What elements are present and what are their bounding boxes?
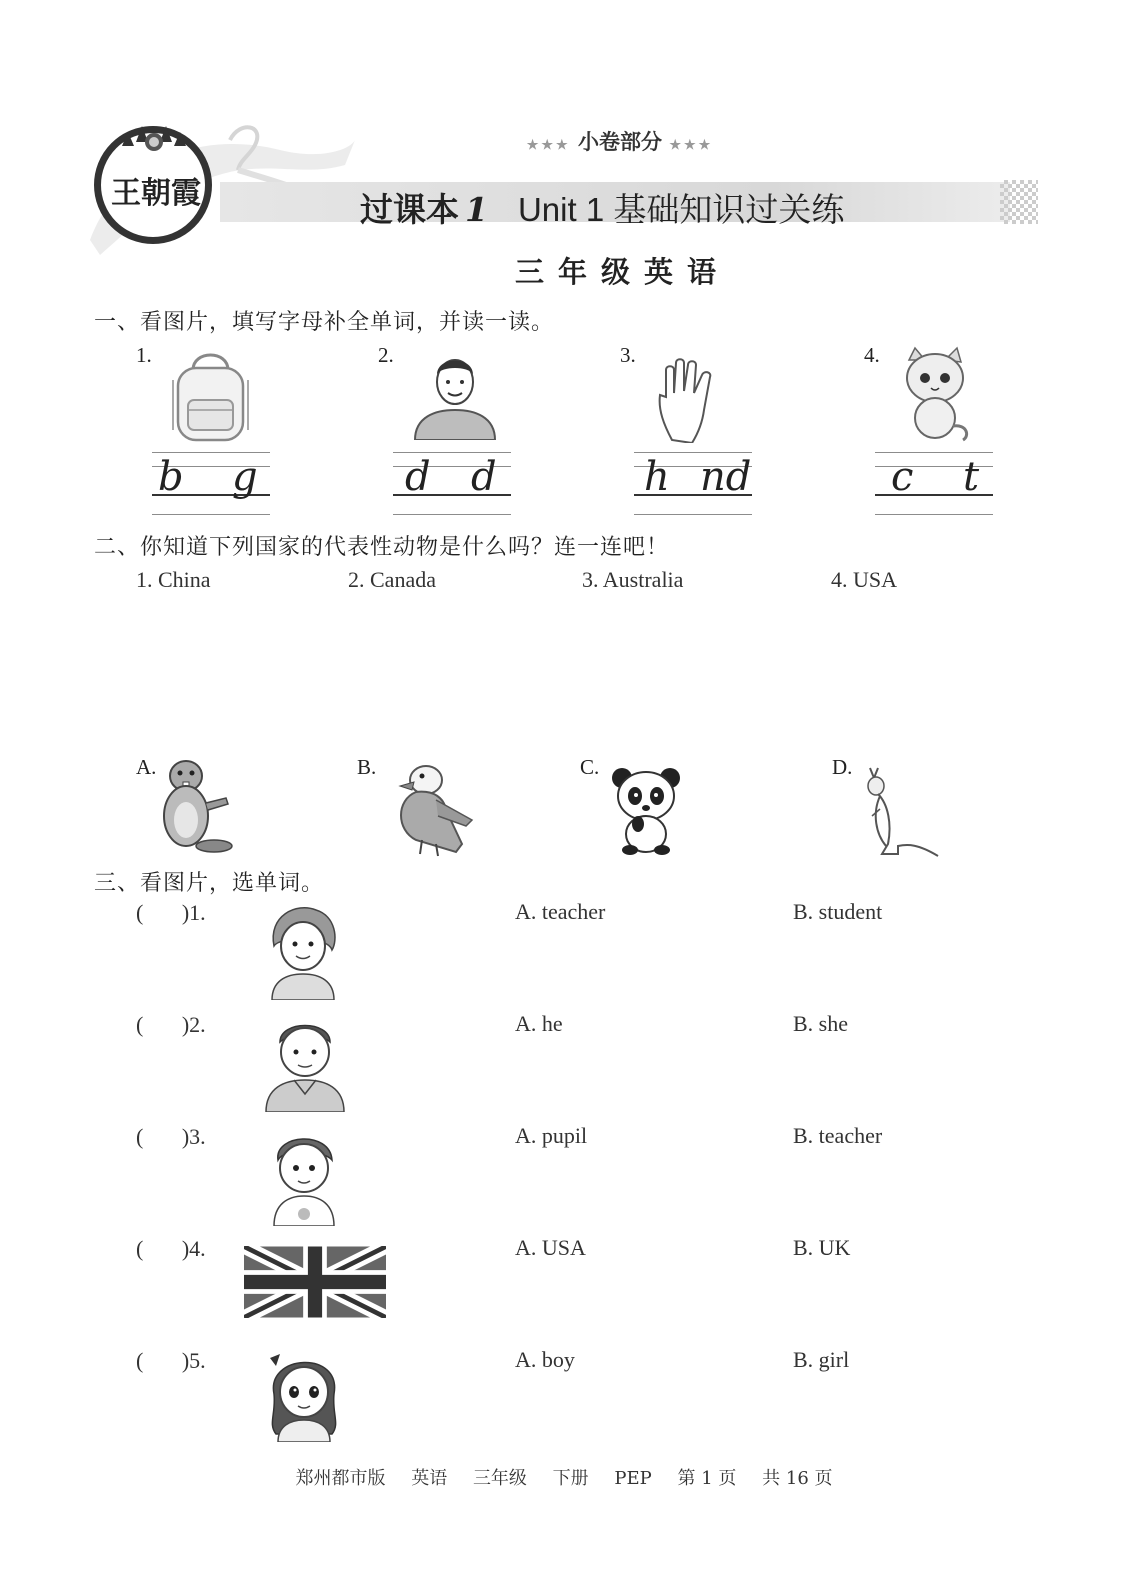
s1-item4-writing-lines[interactable] — [875, 452, 993, 514]
footer-grade: 三年级 — [472, 1468, 527, 1489]
answer-bracket-2[interactable]: ( )2. — [136, 1012, 206, 1037]
panda-icon[interactable] — [608, 764, 684, 856]
answer-bracket-5[interactable]: ( )5. — [136, 1348, 206, 1373]
page-title — [360, 184, 844, 231]
s3-item5-num: 5. — [189, 1348, 206, 1373]
s1-item4-num: 4. — [864, 343, 880, 367]
s1-item3-letter1: h — [644, 454, 670, 500]
dad-icon — [410, 352, 500, 440]
s3-item1-option-a[interactable]: A. teacher — [515, 899, 606, 924]
s3-item4-option-a[interactable]: A. USA — [515, 1235, 586, 1260]
country-usa[interactable]: 4. USA — [831, 567, 898, 592]
kangaroo-icon[interactable] — [858, 764, 944, 860]
girl-icon — [262, 1344, 346, 1442]
grade-subject: 三年级英语 — [514, 255, 730, 289]
footer-subject: 英语 — [411, 1468, 448, 1489]
footer-edition: 郑州都市版 — [295, 1468, 386, 1489]
s3-item3-num: 3. — [189, 1124, 206, 1149]
s3-item4-option-b[interactable]: B. UK — [793, 1235, 851, 1260]
s3-item4-num: 4. — [189, 1236, 206, 1261]
country-china[interactable]: 1. China — [136, 567, 211, 592]
footer-volume: 下册 — [552, 1468, 589, 1489]
section2-heading: 二、你知道下列国家的代表性动物是什么吗？连一连吧！ — [94, 535, 670, 560]
s3-item2-option-a[interactable]: A. he — [515, 1011, 563, 1036]
eagle-icon[interactable] — [386, 760, 478, 858]
s3-item2-option-b[interactable]: B. she — [793, 1011, 848, 1036]
animal-d-label: D. — [832, 755, 853, 779]
s1-item2-letter2: d — [471, 454, 497, 500]
beaver-icon[interactable] — [156, 758, 236, 854]
footer-total-pages: 共 16 页 — [762, 1468, 833, 1489]
footer-publisher: PEP — [614, 1468, 652, 1489]
brand-name: 王朝霞 — [111, 176, 201, 211]
s1-item1-letter1: b — [158, 454, 184, 500]
s3-item1-option-b[interactable]: B. student — [793, 899, 883, 924]
section1-heading: 一、看图片，填写字母补全单词，并读一读。 — [94, 310, 555, 335]
section3-heading: 三、看图片，选单词。 — [94, 871, 325, 896]
s1-item4-letter2: t — [963, 454, 980, 500]
s1-item1-num: 1. — [136, 343, 152, 367]
answer-bracket-4[interactable]: ( )4. — [136, 1236, 206, 1261]
backpack-icon — [168, 350, 253, 445]
s1-item1-writing-lines[interactable] — [152, 452, 270, 514]
s3-item3-option-b[interactable]: B. teacher — [793, 1123, 883, 1148]
animal-b-label: B. — [357, 755, 377, 779]
s1-item1-letter2: g — [232, 454, 258, 500]
title-main: Unit 1 基础知识过关练 — [517, 191, 845, 228]
page-footer — [0, 1464, 1128, 1490]
s1-item2-letter1: d — [405, 454, 431, 500]
title-number: 1 — [465, 190, 488, 229]
s1-item2-num: 2. — [378, 343, 394, 367]
s1-item4-letter1: c — [891, 454, 914, 500]
stars-left: ★★★ — [526, 138, 571, 153]
crown-icon — [102, 124, 206, 156]
s3-item5-option-b[interactable]: B. girl — [793, 1347, 850, 1372]
s3-item1-num: 1. — [189, 900, 206, 925]
uk-flag-icon — [244, 1246, 386, 1318]
animal-a-label: A. — [136, 755, 157, 779]
answer-bracket-1[interactable]: ( )1. — [136, 900, 206, 925]
s1-item3-num: 3. — [620, 343, 636, 367]
pupil-icon — [268, 1130, 340, 1226]
boy-icon — [264, 1016, 346, 1112]
s1-item3-letter2: nd — [700, 454, 752, 500]
hand-icon — [652, 355, 724, 443]
s1-item3-writing-lines[interactable] — [634, 452, 752, 514]
title-band-pattern — [1000, 180, 1038, 224]
animal-c-label: C. — [580, 755, 600, 779]
s3-item2-num: 2. — [189, 1012, 206, 1037]
teacher-icon — [266, 906, 340, 1000]
country-canada[interactable]: 2. Canada — [348, 567, 436, 592]
s1-item2-writing-lines[interactable] — [393, 452, 511, 514]
subtitle-text: 小卷部分 — [578, 130, 662, 154]
cat-icon — [895, 346, 975, 444]
stars-right: ★★★ — [669, 138, 714, 153]
answer-bracket-3[interactable]: ( )3. — [136, 1124, 206, 1149]
country-australia[interactable]: 3. Australia — [582, 567, 684, 592]
s3-item5-option-a[interactable]: A. boy — [515, 1347, 575, 1372]
footer-page-number: 第 1 页 — [677, 1468, 737, 1489]
s3-item3-option-a[interactable]: A. pupil — [515, 1123, 588, 1148]
subtitle — [470, 126, 770, 156]
title-prefix: 过课本 — [360, 190, 459, 229]
